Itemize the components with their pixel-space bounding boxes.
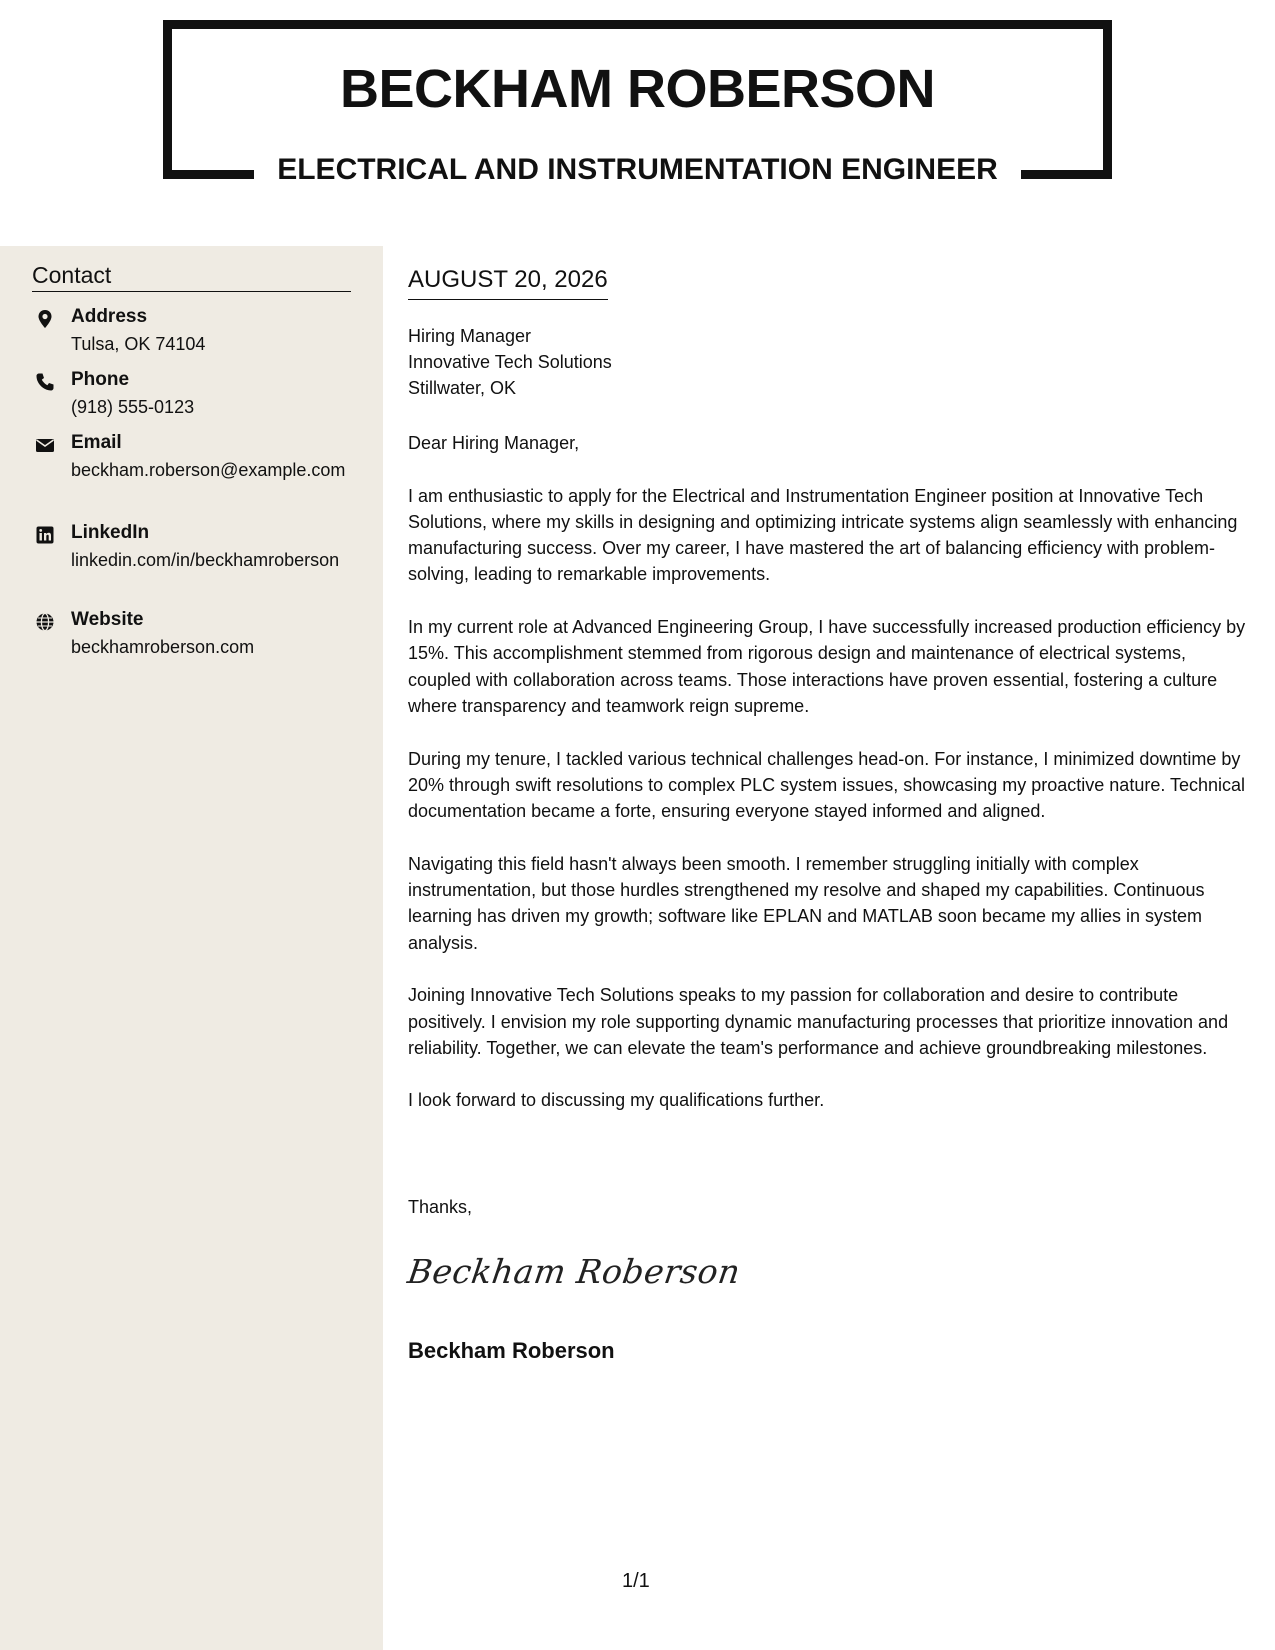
job-title: ELECTRICAL AND INSTRUMENTATION ENGINEER: [277, 153, 998, 186]
envelope-icon: [35, 435, 55, 455]
recipient-line: Hiring Manager: [408, 326, 532, 346]
signed-name: Beckham Roberson: [408, 1338, 615, 1363]
email-value: beckham.roberson@example.com: [71, 460, 346, 480]
letter-body: [408, 430, 1253, 1140]
address-label: Address: [71, 306, 148, 327]
paragraph: Joining Innovative Tech Solutions speaks to my passion for collaboration and desire to contribute positively. I envision my role supporting dynamic manufacturing processes that prioritize innovation and reliability. Together, we can elevate the team's performance and achieve groundbreaking milestones.: [408, 985, 1229, 1058]
salutation: Dear Hiring Manager,: [408, 433, 580, 453]
phone-label: Phone: [71, 369, 130, 390]
website-value: beckhamroberson.com: [71, 637, 255, 657]
email-label: Email: [71, 432, 122, 453]
contact-heading: Contact: [32, 262, 351, 292]
paragraph: I am enthusiastic to apply for the Electrical and Instrumentation Engineer position at Innovative Tech Solutions, where my skills in designing and optimizing intricate systems align seamlessly with enhancing manufacturing success. Over my career, I have mastered the art of balancing efficiency with problem-solving, leading to remarkable improvements.: [408, 485, 1238, 585]
website-label: Website: [71, 609, 144, 630]
recipient-line: Stillwater, OK: [408, 378, 517, 398]
paragraph: In my current role at Advanced Engineering Group, I have successfully increased production efficiency by 15%. This accomplishment stemmed from rigorous design and maintenance of electrical systems, coupled with collaboration across teams. Those interactions have proven essential, fostering a culture where transparency and teamwork reign supreme.: [408, 617, 1246, 716]
linkedin-icon: [35, 525, 55, 545]
candidate-name: BECKHAM ROBERSON: [339, 59, 936, 119]
signature-text: Beckham Roberson: [405, 1252, 743, 1291]
linkedin-value: linkedin.com/in/beckhamroberson: [71, 550, 340, 570]
map-pin-icon: [35, 309, 55, 329]
recipient-line: Innovative Tech Solutions: [408, 352, 612, 372]
globe-icon: [35, 612, 55, 632]
paragraph: During my tenure, I tackled various technical challenges head-on. For instance, I minimized downtime by 20% through swift resolutions to complex PLC system issues, showcasing my proactive nature. Technical documentation became a forte, ensuring everyone stayed informed and aligned.: [408, 748, 1246, 822]
page-number: 1/1: [622, 1570, 650, 1592]
signature-image: [405, 1252, 743, 1294]
linkedin-label: LinkedIn: [71, 522, 150, 543]
phone-icon: [35, 372, 55, 392]
phone-value: (918) 555-0123: [71, 397, 195, 417]
paragraph: Navigating this field hasn't always been smooth. I remember struggling initially with complex instrumentation, but those hurdles strengthened my resolve and shaped my capabilities. Continuous learning has driven my growth; software like EPLAN and MATLAB soon became my allies in system analysis.: [408, 853, 1205, 953]
address-value: Tulsa, OK 74104: [71, 334, 206, 354]
letter-date: AUGUST 20, 2026: [408, 266, 608, 300]
recipient-block: [408, 323, 612, 401]
paragraph: I look forward to discussing my qualifications further.: [408, 1090, 825, 1111]
closing: Thanks,: [408, 1197, 473, 1217]
